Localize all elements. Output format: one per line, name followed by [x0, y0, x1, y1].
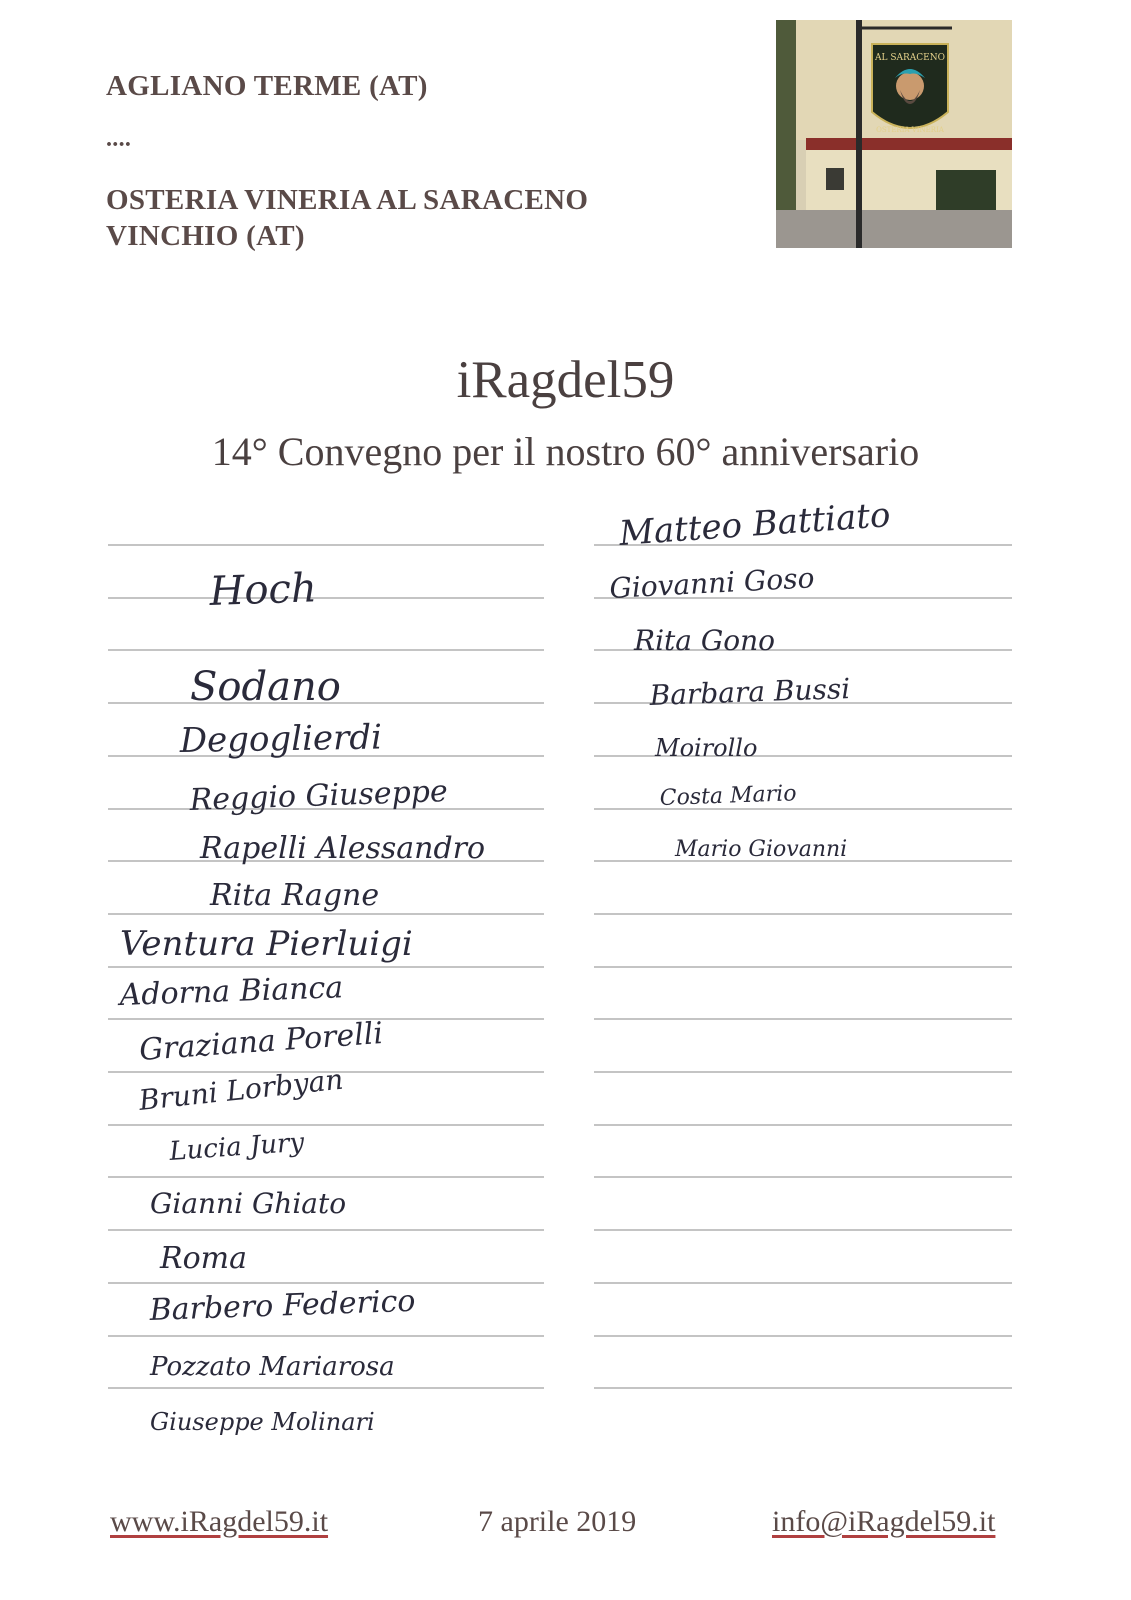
- signature: Adorna Bianca: [119, 970, 344, 1013]
- signature: Barbara Bussi: [649, 672, 851, 712]
- header-venue-town: VINCHIO (AT): [106, 220, 305, 252]
- signatures-left-column: [116, 565, 485, 1436]
- signature: Gianni Ghiato: [150, 1187, 347, 1220]
- signature: Mario Giovanni: [675, 837, 848, 862]
- signature: Hoch: [208, 565, 318, 615]
- signature: Sodano: [190, 664, 341, 710]
- signature: Reggio Giuseppe: [189, 774, 449, 818]
- footer-email[interactable]: info@iRagdel59.it: [772, 1505, 996, 1538]
- signature: Roma: [160, 1241, 247, 1276]
- page-title: iRagdel59: [456, 351, 675, 409]
- signature: Graziana Porelli: [138, 1016, 385, 1068]
- sign-text-top: AL SARACENO: [875, 53, 945, 63]
- header-venue: OSTERIA VINERIA AL SARACENO: [106, 184, 589, 216]
- signatures-right-column: [609, 495, 892, 862]
- ruled-lines: [108, 545, 1012, 1388]
- page-subtitle: 14° Convegno per il nostro 60° anniversario: [211, 429, 920, 474]
- sign-text-ring: OSTERIA VINERIA: [876, 126, 944, 134]
- signature: Lucia Jury: [168, 1127, 306, 1167]
- footer-website[interactable]: www.iRagdel59.it: [110, 1505, 329, 1538]
- header-separator: ....: [106, 126, 132, 152]
- footer-date: 7 aprile 2019: [478, 1505, 637, 1538]
- signature: Bruni Lorbyan: [137, 1062, 345, 1117]
- signature: Rita Gono: [634, 624, 775, 657]
- venue-photo-illustration: [776, 20, 1012, 248]
- signature: Ventura Pierluigi: [120, 924, 413, 964]
- signature: Giuseppe Molinari: [150, 1408, 375, 1436]
- signature: Barbero Federico: [149, 1283, 416, 1328]
- header-town: AGLIANO TERME (AT): [106, 70, 428, 102]
- signature: Rita Ragne: [210, 878, 380, 913]
- signature: Matteo Battiato: [617, 495, 892, 554]
- signature: Rapelli Alessandro: [200, 831, 486, 866]
- venue-photo: [776, 20, 1012, 248]
- signature: Costa Mario: [659, 781, 797, 811]
- signature: Degoglierdi: [179, 717, 383, 761]
- signature: Moirollo: [655, 734, 758, 762]
- signature: Giovanni Goso: [608, 561, 816, 605]
- signature: Pozzato Mariarosa: [150, 1352, 395, 1382]
